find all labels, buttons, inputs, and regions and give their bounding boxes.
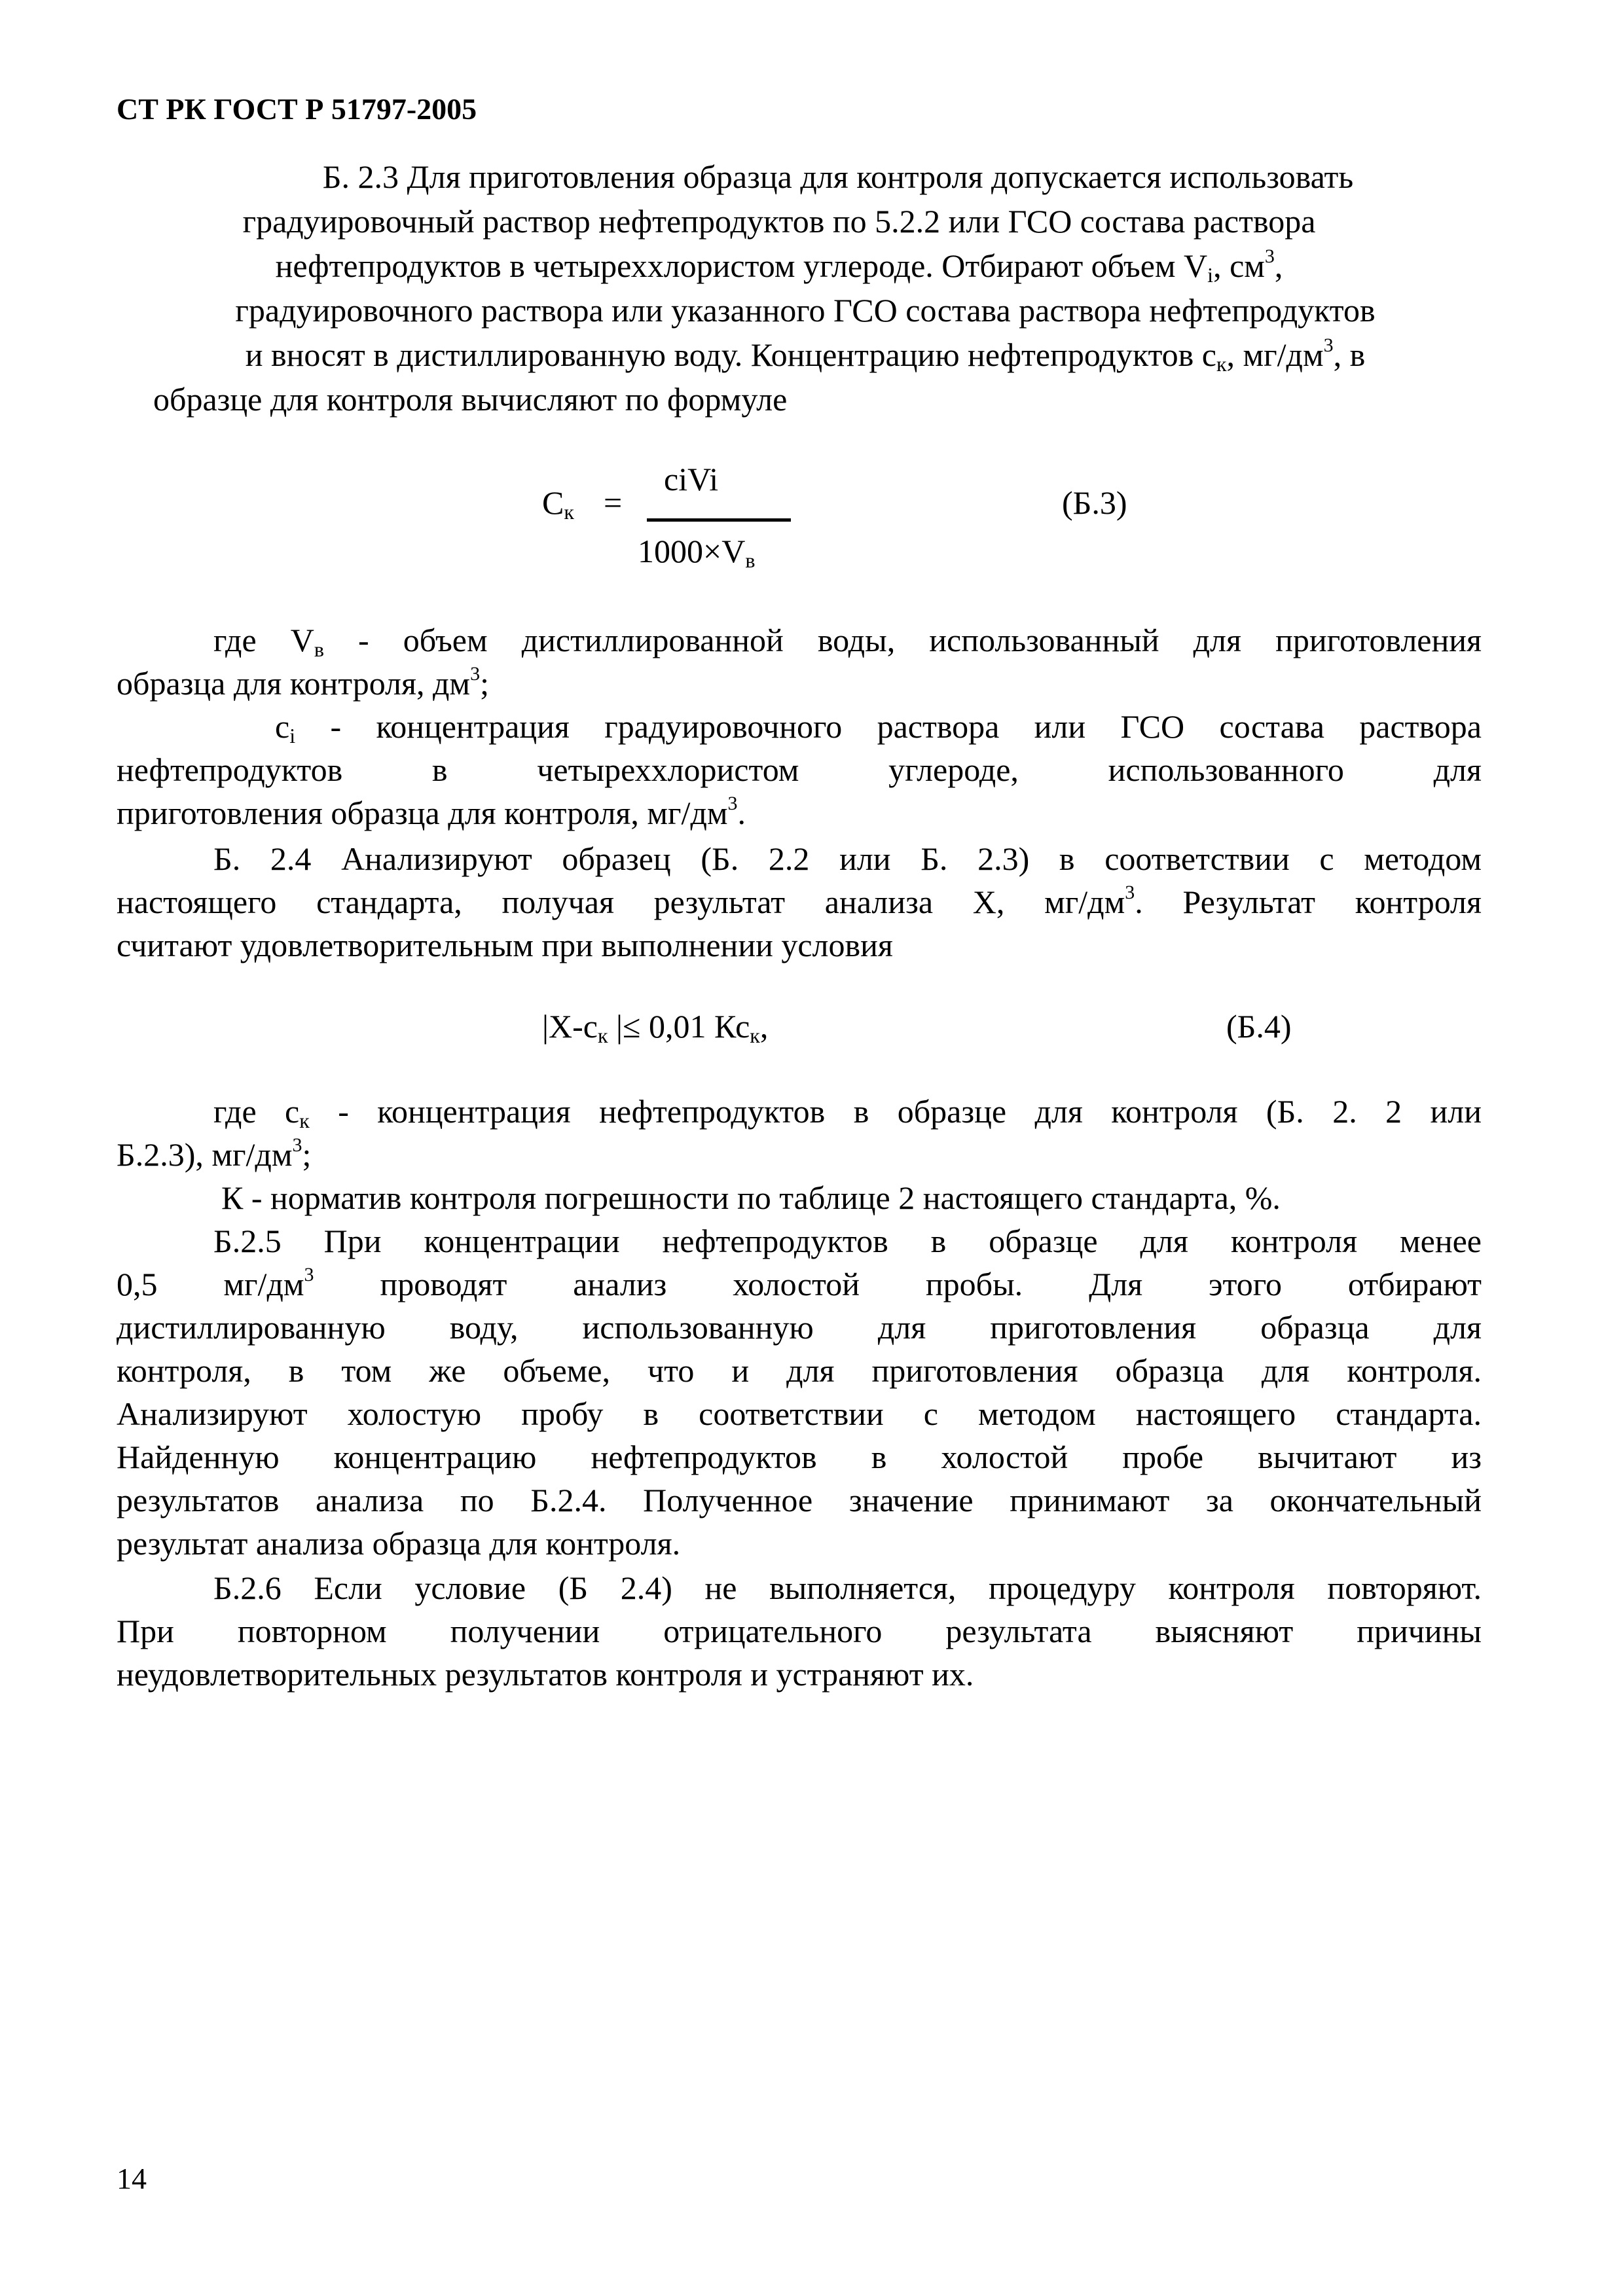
b26-line-3: неудовлетворительных результатов контроля и устраняют их. [117,1656,974,1693]
formula-b3-numerator: ciVi [664,461,719,497]
where-vv-line-2: образца для контроля, $дм^3$; [117,663,489,702]
where-vv-line-1: где $V_в$ - объем дистиллированной воды, использованный для приготовления [213,622,1482,661]
b24-line-3: считают удовлетворительным при выполнении условия [117,927,893,963]
formula-b3-label: (Б.3) [1062,484,1127,521]
document-header: СТ РК ГОСТ Р 51797-2005 [117,92,477,126]
formula-b4: $|X-с_к$ |≤ 0,01 $Кс_к$, [542,1008,769,1047]
formula-b4-label: (Б.4) [1226,1008,1292,1045]
where-ci-line-3: приготовления образца для контроля, $мг/дм^3$. [117,793,746,831]
b25-line-5: Анализируют холостую пробу в соответствии с методом настоящего стандарта. [117,1395,1482,1432]
b23-line-2: градуировочный раствор нефтепродуктов по 5.2.2 или ГСО состава раствора [242,203,1316,240]
formula-b3-denominator: $1000\times V_в$ [638,533,756,572]
where-ck-line-2: Б.2.3), $мг/дм^3$; [117,1134,312,1173]
b24-line-2: настоящего стандарта, получая результат анализа X, $мг/дм^3$. Результат контроля [117,882,1482,920]
b26-line-1: Б.2.6 Если условие (Б 2.4) не выполняется, процедуру контроля повторяют. [213,1570,1482,1606]
b23-line-5: и вносят в дистиллированную воду. Концентрацию нефтепродуктов $с_к$, $мг/дм^3$, в [245,334,1366,376]
where-k-line: К - норматив контроля погрешности по таблице 2 настоящего стандарта, %. [221,1179,1281,1216]
b25-line-4: контроля, в том же объеме, что и для приготовления образца для контроля. [117,1352,1482,1389]
where-ck-line-1: где $с_к$ - концентрация нефтепродуктов в образце для контроля (Б. 2. 2 или [213,1093,1482,1132]
b25-line-6: Найденную концентрацию нефтепродуктов в холостой пробе вычитают из [117,1439,1482,1475]
where-ci-line-1: $с_i$ - концентрация градуировочного раствора или ГСО состава раствора [275,708,1482,747]
formula-b3-fraction-bar [647,518,791,522]
b25-line-2: 0,5 $мг/дм^3$ проводят анализ холостой пробы. Для этого отбирают [117,1264,1482,1302]
formula-b3-eq: = [604,484,623,521]
b25-line-7: результатов анализа по Б.2.4. Полученное значение принимают за окончательный [117,1482,1482,1518]
b23-line-1: Б. 2.3 Для приготовления образца для контроля допускается использовать [322,158,1354,195]
where-ci-line-2: нефтепродуктов в четыреххлористом углероде, использованного для [117,751,1482,788]
b26-line-2: При повторном получении отрицательного результата выясняют причины [117,1613,1482,1649]
b23-line-6: образце для контроля вычисляют по формуле [153,381,788,418]
formula-b3-lhs: $С_к$ [542,484,574,524]
b25-line-3: дистиллированную воду, использованную для приготовления образца для [117,1309,1482,1346]
page-number: 14 [117,2162,147,2195]
b23-line-4: градуировочного раствора или указанного ГСО состава раствора нефтепродуктов [235,292,1376,329]
b24-line-1: Б. 2.4 Анализируют образец (Б. 2.2 или Б. 2.3) в соответствии с методом [213,840,1482,877]
b25-line-8: результат анализа образца для контроля. [117,1525,681,1562]
b25-line-1: Б.2.5 При концентрации нефтепродуктов в образце для контроля менее [213,1223,1482,1259]
b23-line-3: нефтепродуктов в четыреххлористом углероде. Отбирают объем $V_i$, $см^3$, [275,245,1283,287]
